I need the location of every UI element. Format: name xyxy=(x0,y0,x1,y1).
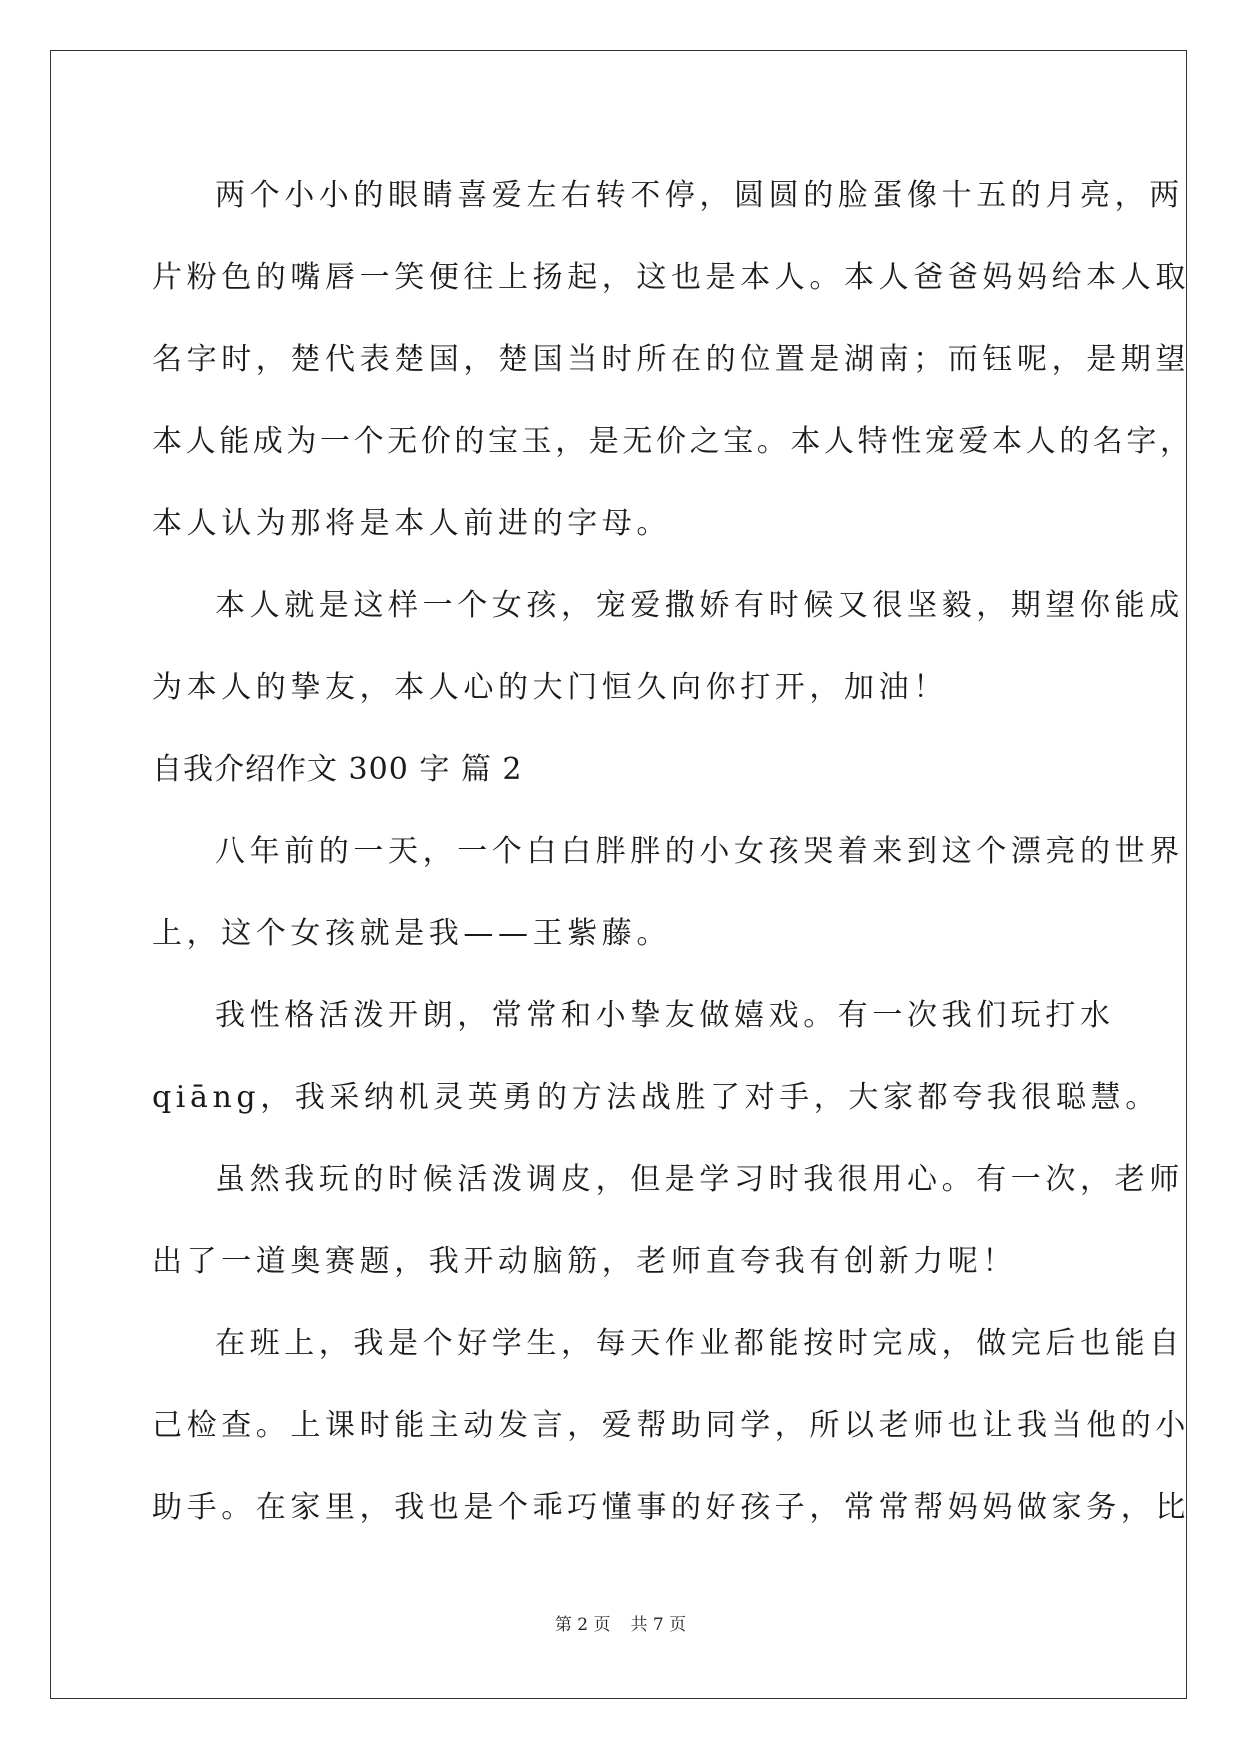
text-line: 片粉色的嘴唇一笑便往上扬起，这也是本人。本人爸爸妈妈给本人取 xyxy=(152,260,1190,295)
text-line: 出了一道奥赛题，我开动脑筋，老师直夸我有创新力呢！ xyxy=(152,1244,1017,1279)
section-heading: 自我介绍作文 300 字 篇 2 xyxy=(152,752,523,787)
document-body xyxy=(152,155,1194,1549)
text-line: qiāng，我采纳机灵英勇的方法战胜了对手，大家都夸我很聪慧。 xyxy=(152,1080,1160,1115)
text-line: 本人就是这样一个女孩，宠爱撒娇有时候又很坚毅，期望你能成 xyxy=(215,588,1184,623)
text-line: 为本人的挚友，本人心的大门恒久向你打开，加油！ xyxy=(152,670,948,705)
text-line: 上，这个女孩就是我——王紫藤。 xyxy=(152,916,671,951)
text-line: 名字时，楚代表楚国，楚国当时所在的位置是湖南；而钰呢，是期望 xyxy=(152,342,1190,377)
page-number-current: 第 2 页 xyxy=(554,1615,611,1635)
text-line: 本人能成为一个无价的宝玉，是无价之宝。本人特性宠爱本人的名字， xyxy=(152,424,1194,459)
text-line: 助手。在家里，我也是个乖巧懂事的好孩子，常常帮妈妈做家务，比 xyxy=(152,1490,1190,1525)
text-line: 本人认为那将是本人前进的字母。 xyxy=(152,506,671,541)
text-line: 两个小小的眼睛喜爱左右转不停，圆圆的脸蛋像十五的月亮，两 xyxy=(215,178,1184,213)
text-line: 在班上，我是个好学生，每天作业都能按时完成，做完后也能自 xyxy=(215,1326,1184,1361)
text-line: 虽然我玩的时候活泼调皮，但是学习时我很用心。有一次，老师 xyxy=(215,1162,1184,1197)
page-footer xyxy=(0,1610,1241,1635)
text-line: 我性格活泼开朗，常常和小挚友做嬉戏。有一次我们玩打水 xyxy=(215,998,1115,1033)
text-line: 八年前的一天，一个白白胖胖的小女孩哭着来到这个漂亮的世界 xyxy=(215,834,1184,869)
text-line: 己检查。上课时能主动发言，爱帮助同学，所以老师也让我当他的小 xyxy=(152,1408,1190,1443)
page-number-total: 共 7 页 xyxy=(630,1615,687,1635)
